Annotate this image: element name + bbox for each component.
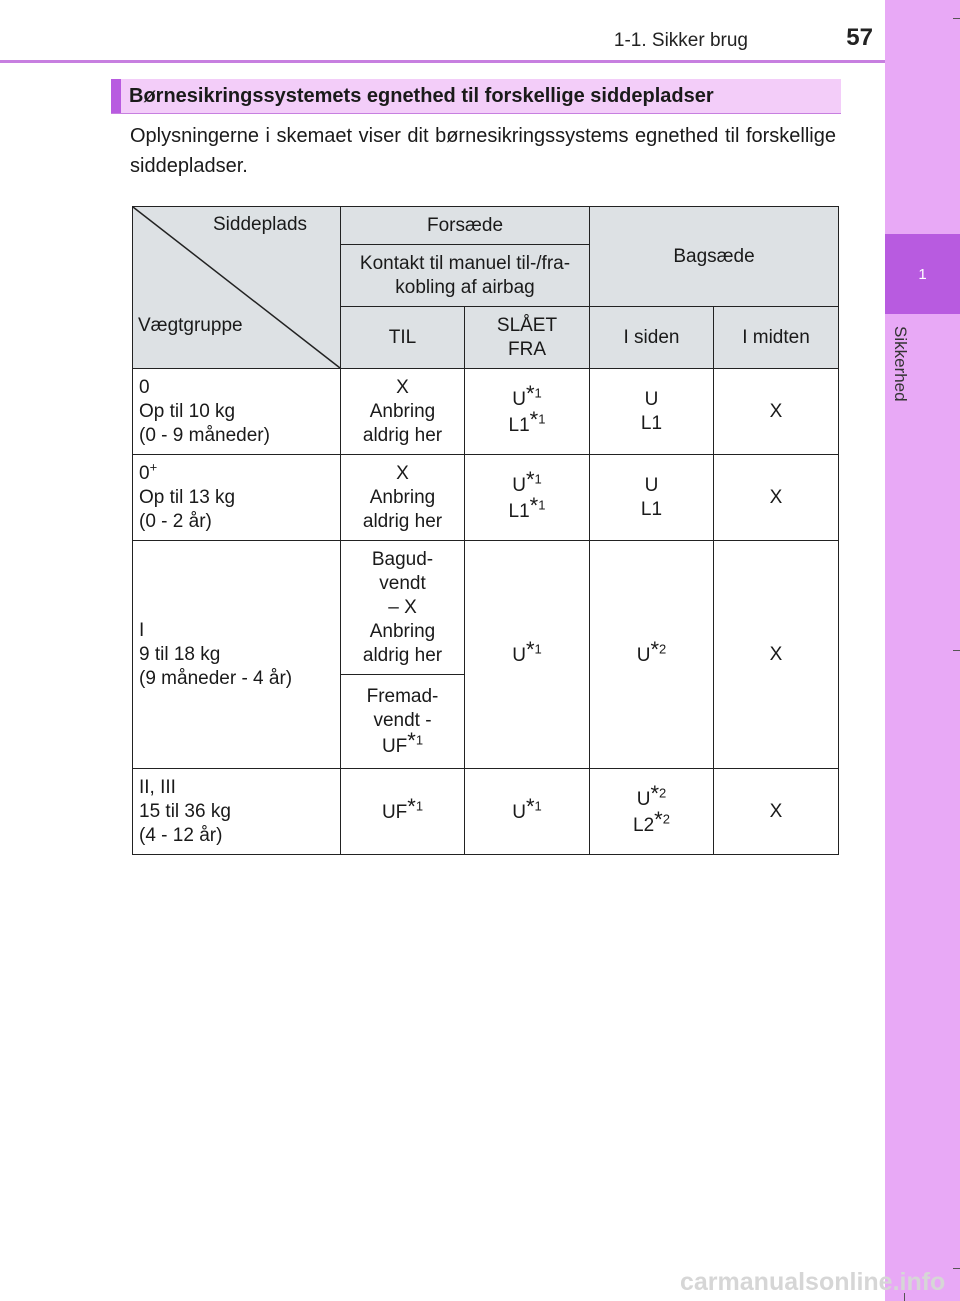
chapter-number: 1 bbox=[918, 265, 927, 283]
cell-airbag-off: U*$^1$ bbox=[465, 541, 590, 769]
section-heading bbox=[111, 79, 841, 114]
intro-paragraph: Oplysningerne i skemaet viser dit børnesikringssystems egnethed til forskellige siddepladser. bbox=[130, 125, 836, 177]
header-rear-seat: Bagsæde bbox=[590, 207, 839, 307]
section-heading-text: Børnesikringssystemets egnethed til forskellige siddepladser bbox=[129, 85, 714, 107]
cell-rear-middle: X bbox=[714, 455, 839, 541]
header-section-title: 1-1. Sikker brug bbox=[613, 30, 748, 51]
cell-rear-middle: X bbox=[714, 369, 839, 455]
page-number: 57 bbox=[846, 24, 873, 51]
cell-airbag-on-rear-facing: Bagud- vendt – X Anbring aldrig her bbox=[341, 541, 465, 675]
cell-airbag-off: U*$^1$ L1*$^1$ bbox=[465, 455, 590, 541]
corner-label-weight-group: Vægtgruppe bbox=[138, 315, 243, 336]
crop-mark bbox=[953, 18, 960, 19]
header-front-seat: Forsæde bbox=[341, 207, 590, 245]
header-airbag-switch: Kontakt til manuel til-/fra-kobling af airbag bbox=[341, 245, 590, 307]
crop-mark bbox=[953, 650, 960, 651]
crop-mark bbox=[953, 1268, 960, 1269]
header-middle: I midten bbox=[714, 307, 839, 369]
cell-rear-middle: X bbox=[714, 541, 839, 769]
header-side: I siden bbox=[590, 307, 714, 369]
corner-label-seat: Siddeplads bbox=[213, 214, 308, 235]
table-row bbox=[133, 369, 839, 455]
cell-rear-side: U L1 bbox=[590, 455, 714, 541]
weight-group-cell: II, III 15 til 36 kg (4 - 12 år) bbox=[133, 769, 341, 855]
table-row bbox=[133, 455, 839, 541]
watermark: carmanualsonline.info bbox=[680, 1268, 946, 1296]
cell-rear-side: U*$^2$ L2*$^2$ bbox=[590, 769, 714, 855]
suitability-table bbox=[132, 206, 839, 855]
weight-group-cell: 0+ Op til 13 kg (0 - 2 år) bbox=[133, 455, 341, 541]
cell-rear-side: U*$^2$ bbox=[590, 541, 714, 769]
weight-group-cell: I 9 til 18 kg (9 måneder - 4 år) bbox=[133, 541, 341, 769]
cell-airbag-off: U*$^1$ bbox=[465, 769, 590, 855]
header-off: SLÅET FRA bbox=[465, 307, 590, 369]
cell-airbag-off: U*$^1$ L1*$^1$ bbox=[465, 369, 590, 455]
table-row bbox=[133, 541, 839, 675]
header-rule bbox=[0, 60, 885, 63]
chapter-sidebar bbox=[885, 0, 960, 1301]
cell-airbag-on: UF*$^1$ bbox=[341, 769, 465, 855]
cell-rear-side: U L1 bbox=[590, 369, 714, 455]
cell-airbag-on-forward-facing: Fremad- vendt - UF*$^1$ bbox=[341, 675, 465, 769]
cell-airbag-on: X Anbring aldrig her bbox=[341, 369, 465, 455]
cell-rear-middle: X bbox=[714, 769, 839, 855]
table-corner-cell bbox=[133, 207, 341, 369]
cell-airbag-on: X Anbring aldrig her bbox=[341, 455, 465, 541]
header-on: TIL bbox=[341, 307, 465, 369]
chapter-label bbox=[886, 326, 922, 416]
weight-group-cell: 0 Op til 10 kg (0 - 9 måneder) bbox=[133, 369, 341, 455]
table-row bbox=[133, 769, 839, 855]
chapter-tab bbox=[885, 234, 960, 314]
chapter-label-text: Sikkerhed bbox=[891, 326, 910, 402]
